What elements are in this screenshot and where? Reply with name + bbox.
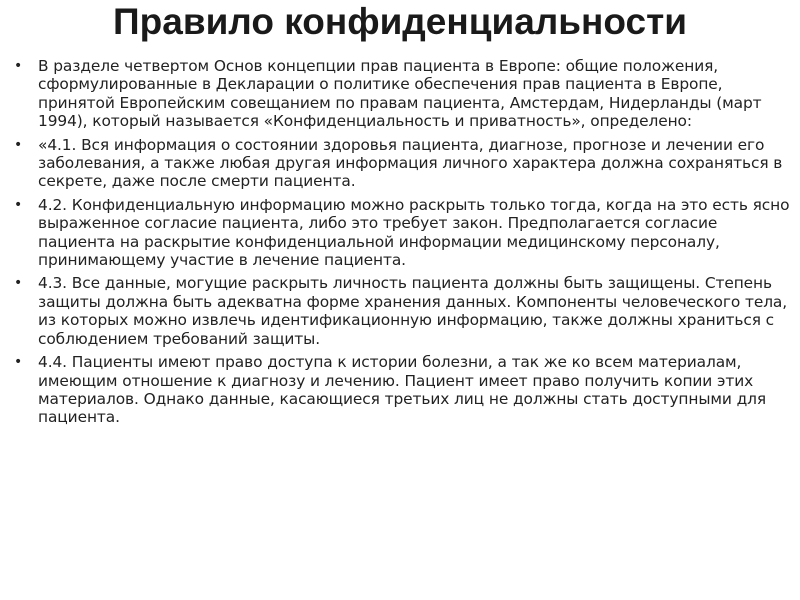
bullet-text: В разделе четвертом Основ концепции прав пациента в Европе: общие положения, сформулированные в Декларации о политике обеспечения прав пациента в Европе, принятой Европейским совещанием по правам пациента, Амстердам, Нидерланды (март 1994), который называется «Конфиденциальность и приватность», определено:: [38, 57, 762, 131]
bullet-item-4-4: [10, 353, 790, 427]
bullet-dot-icon: •: [14, 354, 23, 371]
bullet-item-4-3: [10, 274, 790, 348]
bullet-dot-icon: •: [14, 275, 23, 292]
bullet-item-intro: [10, 57, 790, 131]
bullet-text: «4.1. Вся информация о состоянии здоровья пациента, диагнозе, прогнозе и лечении его заболевания, а также любая другая информация личного характера должна сохраняться в секрете, даже после смерти пациента.: [38, 135, 783, 191]
bullet-dot-icon: •: [14, 196, 23, 213]
bullet-dot-icon: •: [14, 58, 23, 74]
bullet-text: 4.3. Все данные, могущие раскрыть личность пациента должны быть защищены. Степень защиты должна быть адекватна форме хранения данных. Компоненты человеческого тела, из которых можно извлечь идентификационную информацию, также должны храниться с соблюдением требований защиты.: [38, 274, 788, 348]
bullet-list: [10, 57, 790, 432]
bullet-text: 4.2. Конфиденциальную информацию можно раскрыть только тогда, когда на это есть ясно выраженное согласие пациента, либо это требует закон. Предполагается согласие пациента на раскрытие конфиденциальной информации медицинскому персоналу, принимающему участие в лечение пациента.: [38, 195, 790, 270]
bullet-item-4-1: [10, 136, 790, 191]
bullet-item-4-2: [10, 196, 790, 270]
bullet-dot-icon: •: [14, 136, 23, 153]
slide-title: Правило конфиденциальности: [113, 1, 687, 42]
bullet-text: 4.4. Пациенты имеют право доступа к истории болезни, а так же ко всем материалам, имеющим отношение к диагнозу и лечению. Пациент имеет право получить копии этих материалов. Однако данные, касающиеся третьих лиц не должны стать доступными для пациента.: [38, 353, 767, 427]
